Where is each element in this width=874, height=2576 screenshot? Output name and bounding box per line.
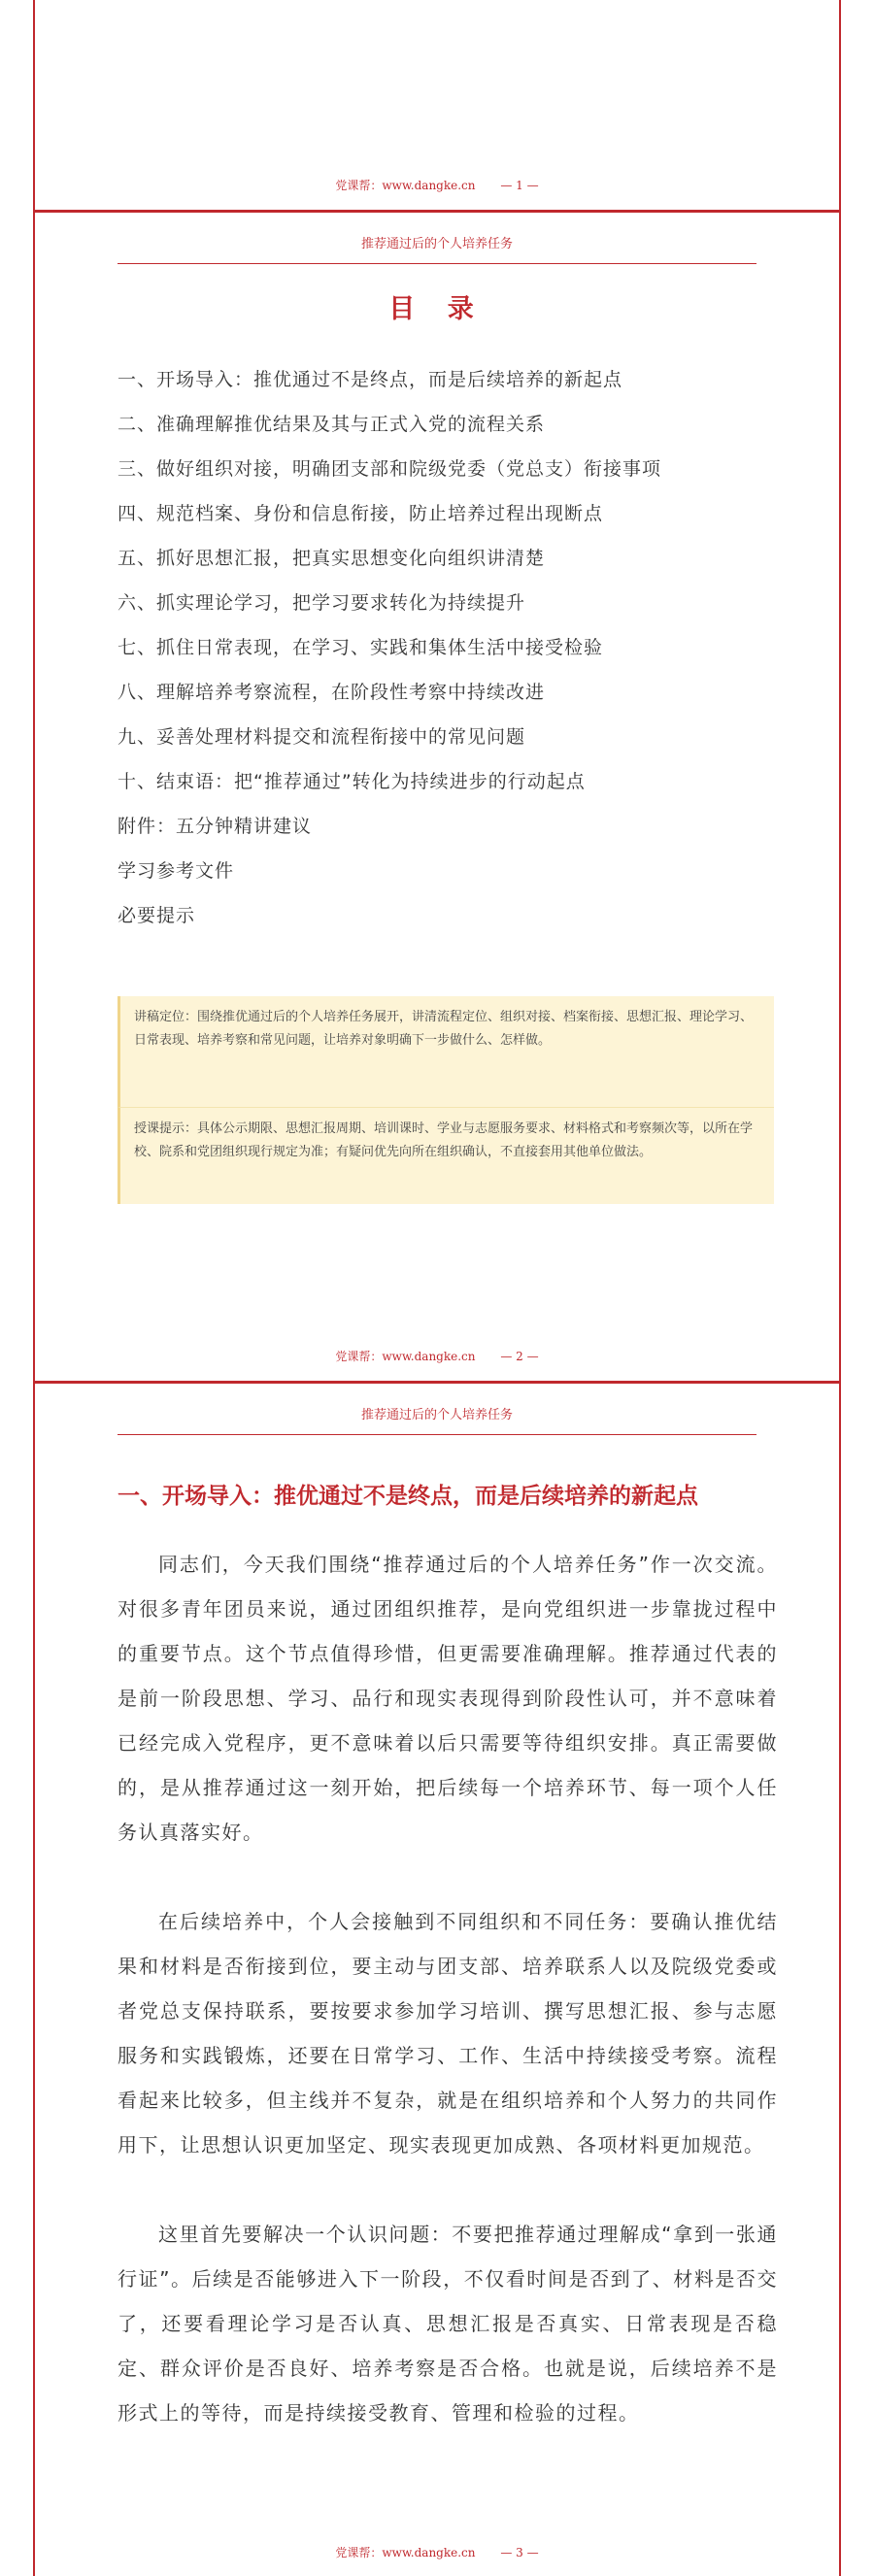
toc-title: 目 录 [388,294,486,324]
toc-item: 学习参考文件 [118,860,235,882]
toc-item: 七、抓住日常表现，在学习、实践和集体生活中接受检验 [118,637,604,658]
toc-item: 必要提示 [118,905,196,926]
toc-item: 六、抓实理论学习，把学习要求转化为持续提升 [118,592,526,614]
body-paragraph: 在后续培养中，个人会接触到不同组织和不同任务：要确认推优结果和材料是否衔接到位，要主动与团支部、培养联系人以及院级党委或者党总支保持联系，要按要求参加学习培训、撰写思想汇报、参与志愿服务和实践锻炼，还要在日常学习、工作、生活中持续接受考察。流程看起来比较多，但主线并不复杂，就是在组织培养和个人努力的共同作用下，让思想认识更加坚定、现实表现更加成熟、各项材料更加规范。 [118,1910,778,2157]
toc-item: 九、妥善处理材料提交和流程衔接中的常见问题 [118,726,526,748]
running-header: 推荐通过后的个人培养任务 [118,233,756,264]
section-heading: 一、开场导入：推优通过不是终点，而是后续培养的新起点 [118,1484,698,1509]
page-number: — 1 — [500,179,539,192]
toc-list [118,357,778,938]
body-paragraph: 这里首先要解决一个认识问题：不要把推荐通过理解成“拿到一张通行证”。后续是否能够进入下一阶段，不仅看时间是否到了、材料是否交了，还要看理论学习是否认真、思想汇报是否真实、日常表现是否稳定、群众评价是否良好、培养考察是否合格。也就是说，后续培养不是形式上的等待，而是持续接受教育、管理和检验的过程。 [118,2223,778,2425]
toc-item: 八、理解培养考察流程，在阶段性考察中持续改进 [118,682,546,703]
toc-item: 五、抓好思想汇报，把真实思想变化向组织讲清楚 [118,548,546,569]
footer-site-label: 党课帮：www.dangke.cn [335,1350,476,1363]
page-number: — 2 — [500,1350,539,1363]
running-header: 推荐通过后的个人培养任务 [118,1404,756,1435]
page-number: — 3 — [500,2546,539,2559]
toc-item: 十、结束语：把“推荐通过”转化为持续进步的行动起点 [118,771,586,792]
page-footer [35,177,839,193]
page-2 [33,212,841,1383]
body-paragraph: 同志们，今天我们围绕“推荐通过后的个人培养任务”作一次交流。对很多青年团员来说，通过团组织推荐，是向党组织进一步靠拢过程中的重要节点。这个节点值得珍惜，但更需要准确理解。推荐通过代表的是前一阶段思想、学习、品行和现实表现得到阶段性认可，并不意味着已经完成入党程序，更不意味着以后只需要等待组织安排。真正需要做的，是从推荐通过这一刻开始，把后续每一个培养环节、每一项个人任务认真落实好。 [118,1553,778,1844]
toc-item: 四、规范档案、身份和信息衔接，防止培养过程出现断点 [118,503,604,524]
toc-item: 一、开场导入：推优通过不是终点，而是后续培养的新起点 [118,369,623,390]
callout-tip: 授课提示：具体公示期限、思想汇报周期、培训课时、学业与志愿服务要求、材料格式和考察频次等，以所在学校、院系和党团组织现行规定为准；有疑问优先向所在组织确认，不直接套用其他单位做法。 [118,1107,774,1204]
page-3 [33,1383,841,2576]
page-1 [33,0,841,212]
toc-item: 二、准确理解推优结果及其与正式入党的流程关系 [118,414,546,435]
footer-site-label: 党课帮：www.dangke.cn [335,2546,476,2559]
toc-item: 三、做好组织对接，明确团支部和院级党委（党总支）衔接事项 [118,458,662,480]
page-footer [35,2544,839,2560]
toc-item: 附件：五分钟精讲建议 [118,816,313,837]
callout-positioning: 讲稿定位：围绕推优通过后的个人培养任务展开，讲清流程定位、组织对接、档案衔接、思想汇报、理论学习、日常表现、培养考察和常见问题，让培养对象明确下一步做什么、怎样做。 [118,996,774,1107]
footer-site-label: 党课帮：www.dangke.cn [335,179,476,192]
page-footer [35,1348,839,1364]
